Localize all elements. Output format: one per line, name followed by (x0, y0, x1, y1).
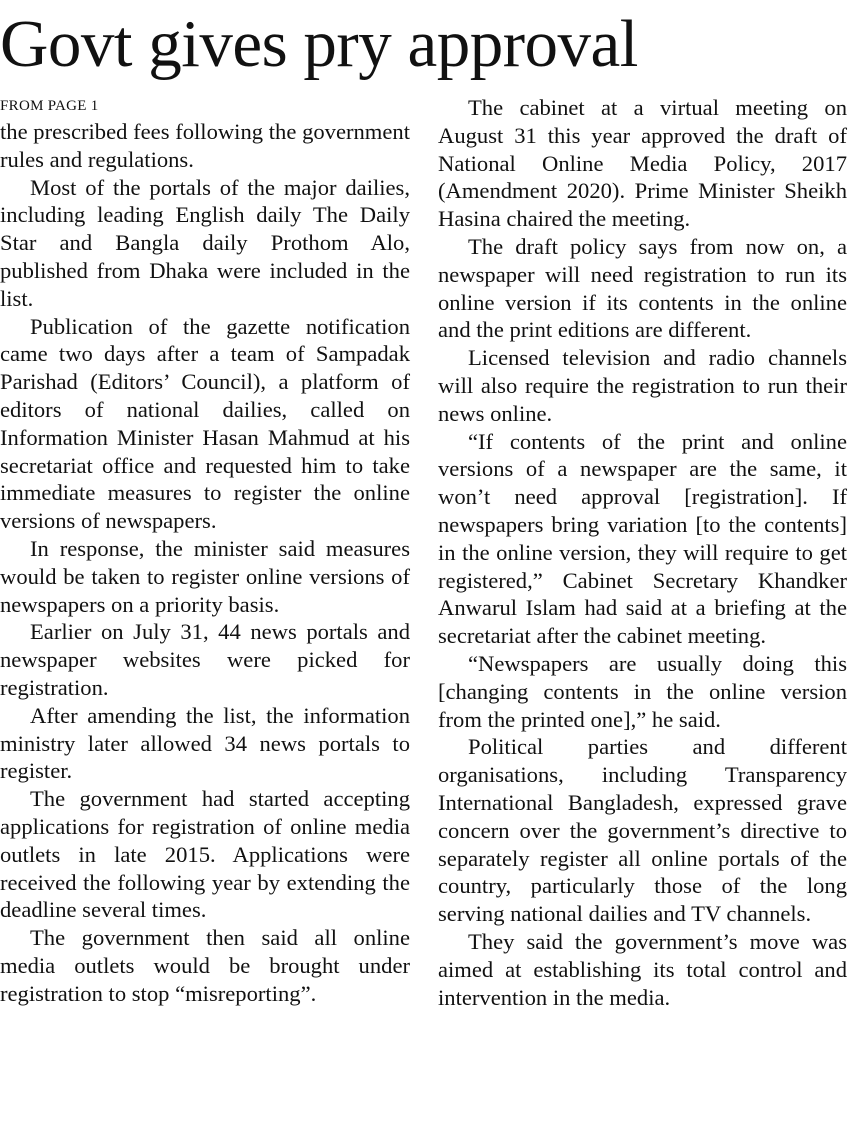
article-paragraph: “If contents of the print and online versions of a newspaper are the same, it won’t need approval [registration]. If newspapers bring variation [to the contents] in the online version, they will require to get registered,” Cabinet Secretary Khandker Anwarul Islam had said at a briefing at the secretariat after the cabinet meeting. (438, 428, 847, 649)
article-paragraph: The cabinet at a virtual meeting on August 31 this year approved the draft of National Online Media Policy, 2017 (Amendment 2020). Prime Minister Sheikh Hasina chaired the meeting. (438, 95, 847, 232)
article-column-right (438, 94, 847, 1011)
headline: Govt gives pry approval (0, 7, 638, 81)
article-paragraph: Publication of the gazette notification came two days after a team of Sampadak Parishad (Editors’ Council), a platform of editors of national dailies, called on Information Minister Hasan Mahmud at his secretariat office and requested him to take immediate measures to register the online versions of newspapers. (0, 313, 410, 534)
article-column-left (0, 118, 410, 1008)
article-paragraph: “Newspapers are usually doing this [changing contents in the online version from the printed one],” he said. (438, 650, 847, 732)
article-paragraph: After amending the list, the information ministry later allowed 34 news portals to register. (0, 702, 410, 784)
article-paragraph: the prescribed fees following the government rules and regulations. (0, 119, 410, 172)
article-paragraph: The draft policy says from now on, a newspaper will need registration to run its online version if its contents in the online and the print editions are different. (438, 233, 847, 343)
article-paragraph: The government had started accepting applications for registration of online media outlets in late 2015. Applications were received the following year by extending the deadline several times. (0, 786, 410, 923)
article-paragraph: Earlier on July 31, 44 news portals and newspaper websites were picked for registration. (0, 619, 410, 700)
article-paragraph: In response, the minister said measures would be taken to register online versions of newspapers on a priority basis. (0, 535, 410, 617)
article-paragraph: Licensed television and radio channels will also require the registration to run their news online. (438, 345, 847, 426)
continuation-kicker: FROM PAGE 1 (0, 98, 99, 114)
article-paragraph: Most of the portals of the major dailies, including leading English daily The Daily Star and Bangla daily Prothom Alo, published from Dhaka were included in the list. (0, 174, 410, 311)
article-paragraph: They said the government’s move was aimed at establishing its total control and intervention in the media. (438, 928, 847, 1010)
article-paragraph: Political parties and different organisations, including Transparency International Bangladesh, expressed grave concern over the government’s directive to separately register all online portals of the country, particularly those of the long serving national dailies and TV channels. (438, 734, 847, 927)
article-paragraph: The government then said all online media outlets would be brought under registration to stop “misreporting”. (0, 925, 410, 1006)
